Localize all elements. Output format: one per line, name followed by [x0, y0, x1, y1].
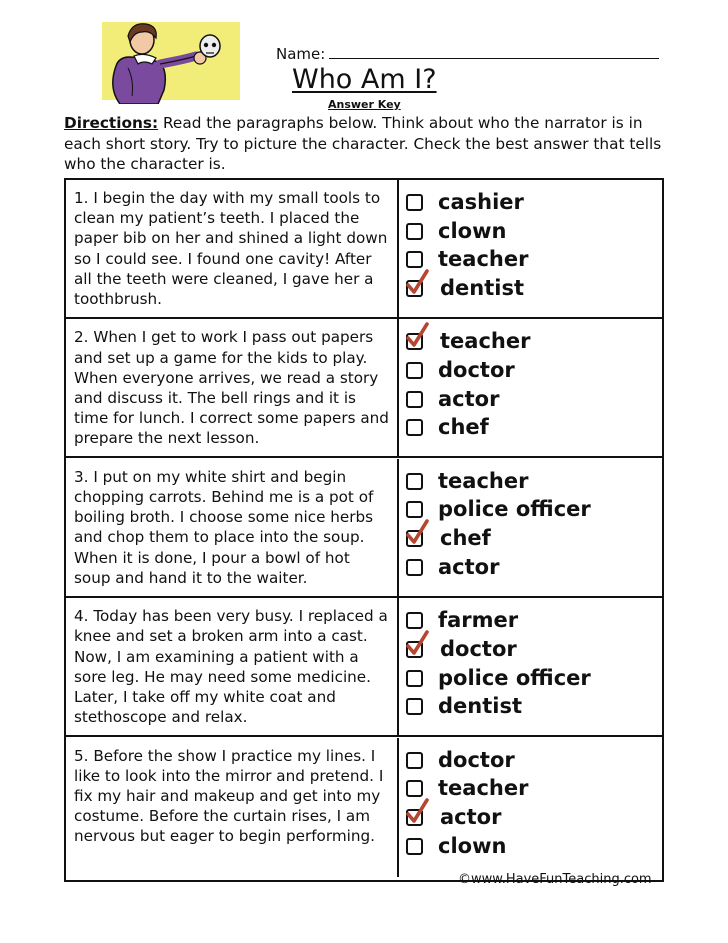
answer-choice[interactable] [406, 774, 662, 803]
worksheet-title: Who Am I? [292, 64, 437, 95]
choice-label: police officer [438, 665, 591, 690]
checkbox[interactable] [406, 838, 423, 855]
choice-label: doctor [440, 636, 517, 661]
checkbox[interactable] [406, 780, 423, 797]
answer-choice[interactable] [406, 467, 662, 496]
directions-label: Directions: [64, 114, 159, 132]
answer-choice[interactable] [406, 188, 662, 217]
checkmark-icon [404, 797, 430, 827]
checkmark-icon [404, 629, 430, 659]
choice-label: actor [440, 804, 502, 829]
checkmark-icon [404, 268, 430, 298]
name-blank-line[interactable] [329, 44, 659, 59]
story-paragraph: 1. I begin the day with my small tools to clean my patient’s teeth. I placed the paper bib on her and shined a light down so I could see. I found one cavity! After all the teeth were cleaned, I gave her a toothbrush. [66, 180, 399, 317]
answer-choice[interactable] [406, 553, 662, 582]
story-paragraph: 5. Before the show I practice my lines. I like to look into the mirror and pretend. I fix my hair and makeup and get into my costume. Before the curtain rises, I am nervous but eager to begin performing. [66, 738, 399, 877]
answer-choice[interactable] [406, 524, 662, 553]
name-field[interactable] [276, 44, 659, 63]
checkbox[interactable] [406, 251, 423, 268]
choice-label: teacher [438, 247, 529, 272]
checkbox[interactable] [406, 670, 423, 687]
story-paragraph: 2. When I get to work I pass out papers and set up a game for the kids to play. When everyone arrives, we read a story and discuss it. The bell rings and it is time for lunch. I correct some papers and prepare the next lesson. [66, 319, 399, 456]
choice-label: teacher [438, 776, 529, 801]
question-row [66, 738, 662, 877]
question-row [66, 459, 662, 598]
answer-choice[interactable] [406, 356, 662, 385]
answer-choice[interactable] [406, 832, 662, 861]
choice-label: dentist [440, 276, 524, 301]
choice-label: clown [438, 833, 507, 858]
checkbox[interactable] [406, 698, 423, 715]
actor-with-skull-clipart [98, 18, 244, 104]
question-row [66, 598, 662, 737]
story-paragraph: 4. Today has been very busy. I replaced a knee and set a broken arm into a cast. Now, I am examining a patient with a sore leg. He may need some medicine. Later, I take off my white coat and stethoscope and relax. [66, 598, 399, 735]
answer-choices [406, 606, 662, 721]
answer-choice[interactable] [406, 495, 662, 524]
checkmark-icon [404, 321, 430, 351]
choice-label: teacher [440, 329, 531, 354]
name-label: Name: [276, 45, 326, 63]
question-table [64, 178, 664, 882]
copyright-notice: ©www.HaveFunTeaching.com [458, 872, 652, 887]
choice-label: clown [438, 218, 507, 243]
choice-label: actor [438, 554, 500, 579]
answer-choice[interactable] [406, 746, 662, 775]
choice-label: doctor [438, 747, 515, 772]
choice-label: chef [440, 526, 491, 551]
answer-choice[interactable] [406, 635, 662, 664]
checkbox[interactable] [406, 501, 423, 518]
question-row [66, 319, 662, 458]
directions-text: Read the paragraphs below. Think about who the narrator is in each short story. Try to picture the character. Check the best answer that tells who the character is. [64, 114, 662, 173]
checkbox[interactable] [406, 419, 423, 436]
answer-choice[interactable] [406, 664, 662, 693]
answer-key-label: Answer Key [328, 98, 401, 111]
choice-label: doctor [438, 358, 515, 383]
checkbox[interactable] [406, 752, 423, 769]
choice-label: dentist [438, 694, 522, 719]
choice-label: farmer [438, 608, 519, 633]
checkbox[interactable] [406, 391, 423, 408]
answer-choice[interactable] [406, 803, 662, 832]
question-row [66, 180, 662, 319]
answer-choice[interactable] [406, 327, 662, 356]
choice-label: teacher [438, 468, 529, 493]
choice-label: cashier [438, 190, 524, 214]
answer-choices [406, 327, 662, 442]
checkbox[interactable] [406, 223, 423, 240]
checkbox[interactable] [406, 473, 423, 490]
checkbox[interactable] [406, 362, 423, 379]
story-paragraph: 3. I put on my white shirt and begin chopping carrots. Behind me is a pot of boiling broth. I choose some nice herbs and chop them to place into the soup. When it is done, I pour a bowl of hot soup and hand it to the waiter. [66, 459, 399, 596]
checkbox[interactable] [406, 612, 423, 629]
directions [64, 113, 664, 175]
answer-choice[interactable] [406, 413, 662, 442]
choice-label: chef [438, 415, 489, 440]
choice-label: police officer [438, 497, 591, 522]
answer-choices [406, 467, 662, 582]
answer-choice[interactable] [406, 217, 662, 246]
checkmark-icon [404, 518, 430, 548]
answer-choices [406, 746, 662, 861]
answer-choices [406, 188, 662, 303]
answer-choice[interactable] [406, 274, 662, 303]
answer-choice[interactable] [406, 245, 662, 274]
answer-choice[interactable] [406, 606, 662, 635]
checkbox[interactable] [406, 559, 423, 576]
answer-choice[interactable] [406, 385, 662, 414]
answer-choice[interactable] [406, 692, 662, 721]
choice-label: actor [438, 386, 500, 411]
checkbox[interactable] [406, 194, 423, 211]
